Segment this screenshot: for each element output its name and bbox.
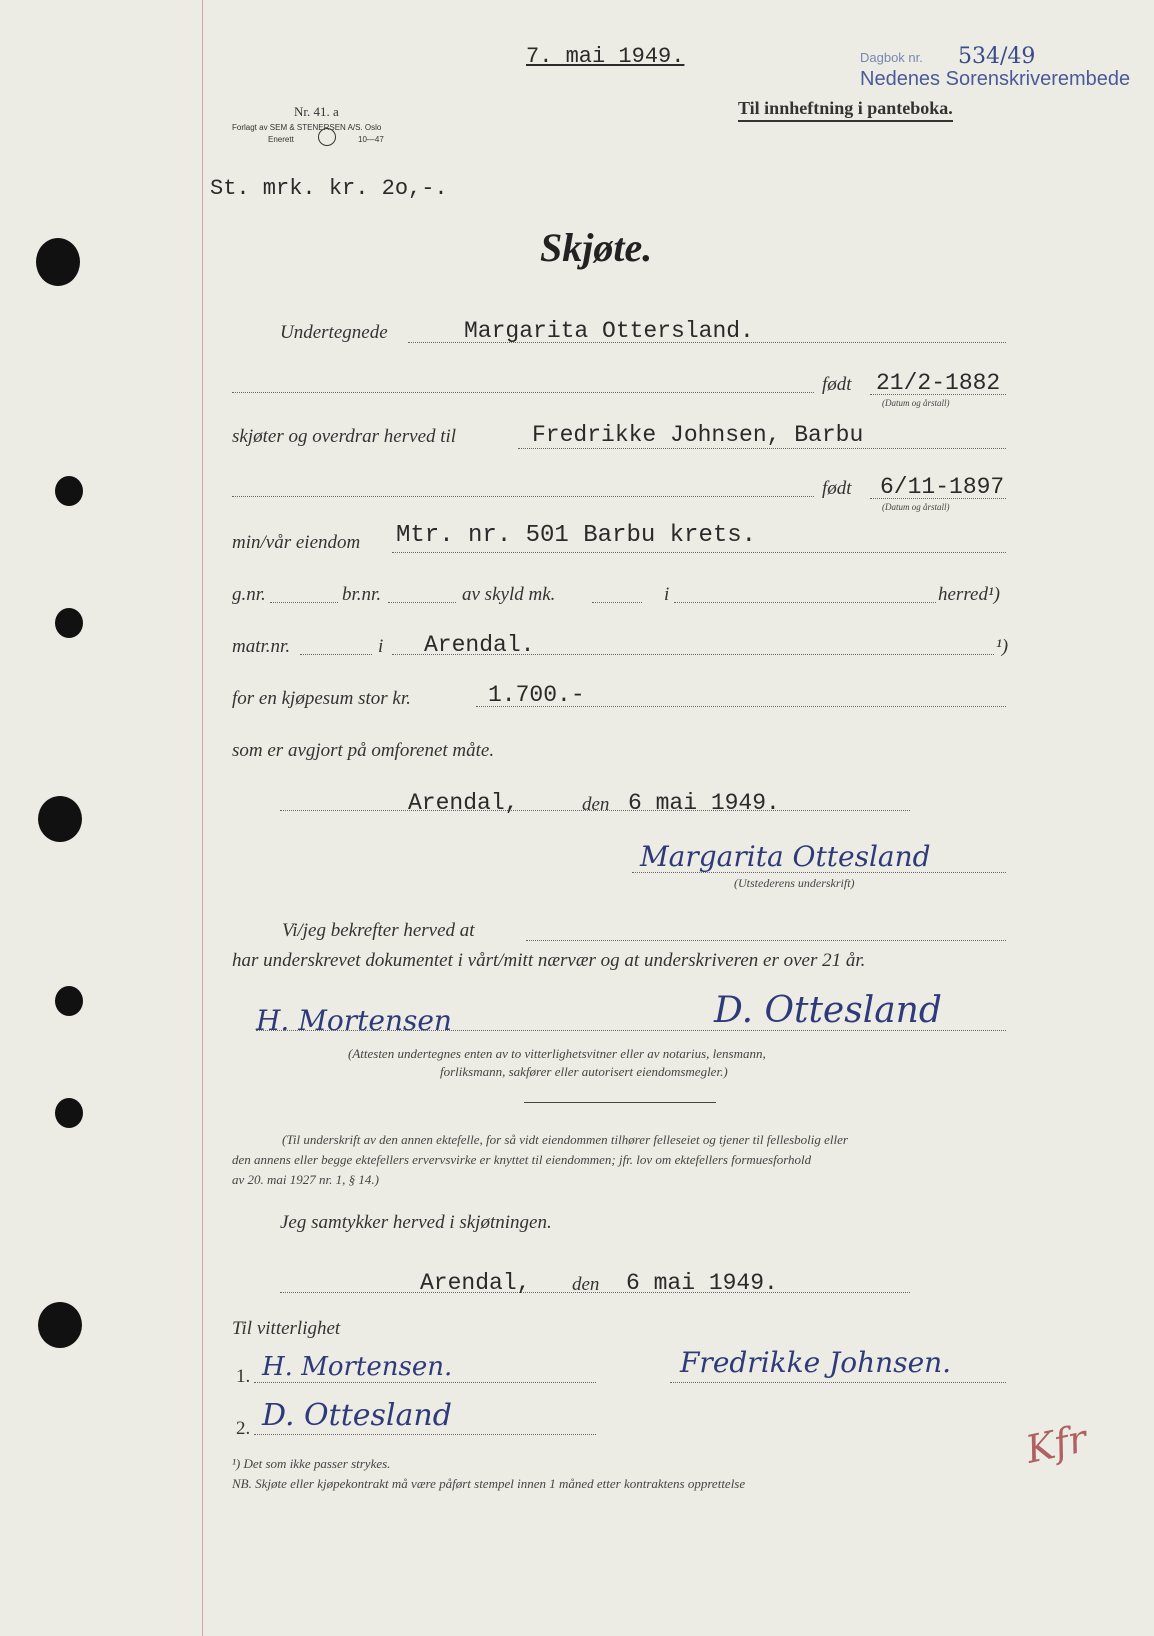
place-1: Arendal, [408, 790, 519, 816]
attest-note-1: (Attesten undertegnes enten av to vitterlighetsvitner eller av notarius, lensmann, [348, 1046, 766, 1061]
document-title: Skjøte. [540, 225, 653, 270]
witness-1-signature: H. Mortensen. [262, 1352, 453, 1382]
property-description: Mtr. nr. 501 Barbu krets. [396, 522, 757, 549]
buyer-name: Fredrikke Johnsen, Barbu [532, 422, 864, 448]
witness-1-line [254, 1382, 596, 1383]
gnr-line [270, 602, 338, 603]
seller-birth-line [870, 394, 1006, 395]
fodt-label-1: født [822, 374, 852, 395]
spouse-note-2: den annens eller begge ektefellers ervervsvirke er knyttet til eiendommen; jfr. lov om ektefellers formuesforhold [232, 1152, 812, 1167]
punch-hole [55, 608, 83, 638]
buyer-line [518, 448, 1006, 449]
gnr-label: g.nr. [232, 584, 266, 605]
witness-2-number: 2. [236, 1418, 251, 1439]
eiendom-label: min/vår eiendom [232, 532, 361, 553]
form-number: Nr. 41. a [294, 104, 339, 119]
herred-line [674, 602, 936, 603]
publisher-enerett: Enerett [268, 135, 294, 144]
stamp-duty: St. mrk. kr. 2o,-. [210, 176, 448, 201]
punch-hole [38, 796, 82, 842]
matr-note: ¹) [996, 636, 1009, 657]
samtykke-text: Jeg samtykker herved i skjøtningen. [280, 1212, 552, 1233]
matr-line [300, 654, 372, 655]
document-date: 7. mai 1949. [526, 44, 685, 69]
witness-2-line [254, 1434, 596, 1435]
matr-label: matr.nr. [232, 636, 291, 657]
undertegnede-label: Undertegnede [280, 322, 388, 343]
seller-extra-line [232, 392, 814, 393]
publisher-line: Forlagt av SEM & STENERSEN A/S. Oslo [232, 123, 382, 132]
purchase-price: 1.700.- [488, 682, 585, 708]
witness-signature-b: D. Ottesland [714, 990, 942, 1031]
punch-hole [38, 1302, 82, 1348]
buyer-birth-line [870, 498, 1006, 499]
seller-signature: Margarita Ottesland [640, 840, 931, 873]
footnote-1: ¹) Det som ikke passer strykes. [232, 1456, 391, 1471]
witness-1-number: 1. [236, 1366, 251, 1387]
vi-text: har underskrevet dokumentet i vårt/mitt nærvær og at underskriveren er over 21 år. [232, 950, 866, 971]
vitterlighet-label: Til vitterlighet [232, 1318, 341, 1339]
avgjort-text: som er avgjort på omforenet måte. [232, 740, 495, 761]
witness-signature-a: H. Mortensen [256, 1004, 452, 1037]
publisher-code: 10—47 [358, 135, 384, 144]
margin-annotation: Kfr [1022, 1416, 1091, 1472]
buyer-extra-line [232, 496, 814, 497]
spouse-note-3: av 20. mai 1927 nr. 1, § 14.) [232, 1172, 379, 1187]
spouse-signature: Fredrikke Johnsen. [680, 1346, 952, 1379]
attest-note-2: forliksmann, sakfører eller autorisert eiendomsmegler.) [440, 1064, 728, 1079]
brnr-label: br.nr. [342, 584, 382, 605]
skjoter-label: skjøter og overdrar herved til [232, 426, 457, 447]
attest-divider [524, 1102, 716, 1103]
seller-birth-date: 21/2-1882 [876, 370, 1001, 396]
filing-note: Til innheftning i panteboka. [738, 98, 953, 122]
punch-hole [55, 1098, 83, 1128]
witness-2-signature: D. Ottesland [262, 1398, 452, 1433]
spouse-line [670, 1382, 1006, 1383]
matr-place: Arendal. [424, 632, 535, 658]
vi-label: Vi/jeg bekrefter herved at [282, 920, 475, 941]
place-2: Arendal, [420, 1270, 531, 1296]
spouse-note-1: (Til underskrift av den annen ektefelle, for så vidt eiendommen tilhører felleseiet og tjener til fellesbolig eller [282, 1132, 848, 1147]
den-label-2: den [572, 1274, 600, 1295]
datum-hint-1: (Datum og årstall) [882, 398, 950, 408]
vi-line [526, 940, 1006, 941]
dagbok-number: 534/49 [958, 44, 1036, 69]
buyer-birth-date: 6/11-1897 [880, 474, 1005, 500]
fodt-label-2: født [822, 478, 852, 499]
kjopesum-label: for en kjøpesum stor kr. [232, 688, 411, 709]
punch-hole [55, 476, 83, 506]
signature-caption-1: (Utstederens underskrift) [734, 876, 855, 890]
herred-label: herred¹) [938, 584, 1000, 605]
i-label: i [664, 584, 670, 605]
punch-hole [55, 986, 83, 1016]
eiendom-line [392, 552, 1006, 553]
datum-hint-2: (Datum og årstall) [882, 502, 950, 512]
punch-hole [36, 238, 80, 286]
footnote-2: NB. Skjøte eller kjøpekontrakt må være påført stempel innen 1 måned etter kontraktens opprettelse [232, 1476, 746, 1491]
den-label-1: den [582, 794, 610, 815]
office-stamp: Nedenes Sorenskriverembede [860, 68, 1131, 90]
skyld-label: av skyld mk. [462, 584, 556, 605]
brnr-line [388, 602, 456, 603]
seller-name: Margarita Ottersland. [464, 318, 754, 344]
matr-i-label: i [378, 636, 384, 657]
publisher-logo-icon [318, 128, 336, 146]
dagbok-label: Dagbok nr. [860, 50, 923, 65]
date-1: 6 mai 1949. [628, 790, 780, 816]
signature-line-1 [632, 872, 1006, 873]
date-2: 6 mai 1949. [626, 1270, 778, 1296]
margin-rule [202, 0, 203, 1636]
witness-line [256, 1030, 1006, 1031]
skyld-line [592, 602, 642, 603]
